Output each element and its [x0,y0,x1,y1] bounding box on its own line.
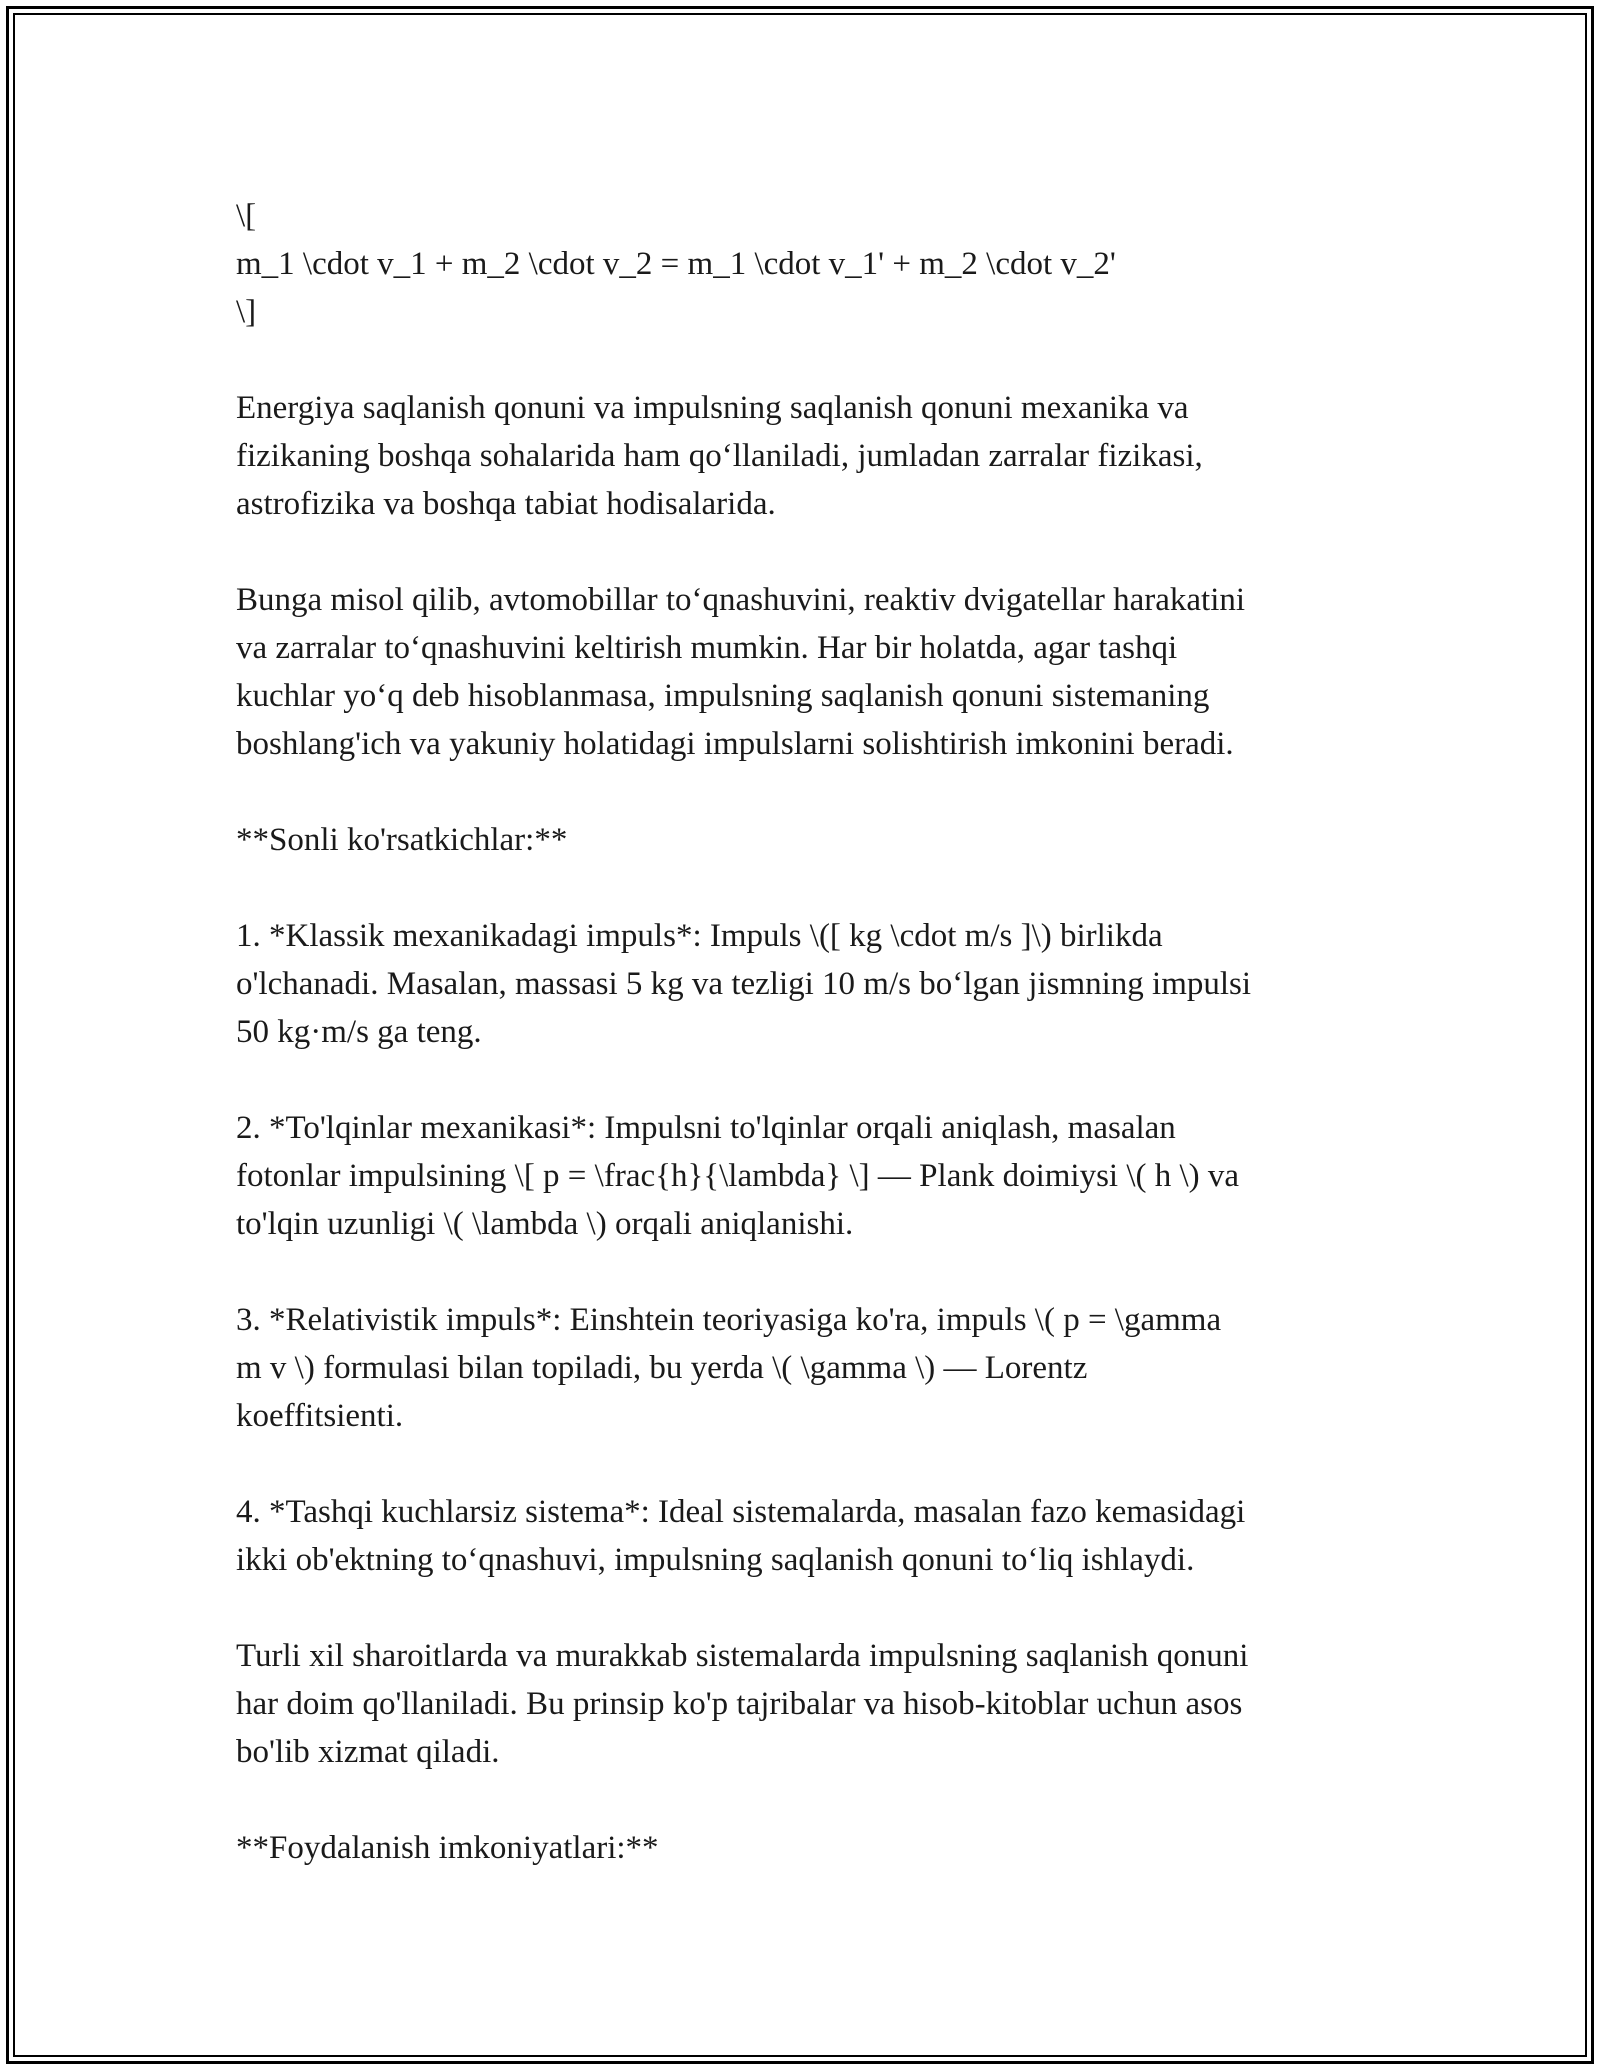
document-body [236,192,1376,1920]
equation-block [236,192,1376,336]
text-line: fotonlar impulsining \[ p = \frac{h}{\lambda} \] — Plank doimiysi \( h \) va [236,1158,1240,1194]
list-item-classical-momentum [236,912,1376,1056]
text-line: astrofizika va boshqa tabiat hodisalarida. [236,486,776,522]
text-line: har doim qo'llaniladi. Bu prinsip ko'p tajribalar va hisob-kitoblar uchun asos [236,1686,1243,1722]
text-line: 4. *Tashqi kuchlarsiz sistema*: Ideal sistemalarda, masalan fazo kemasidagi [236,1494,1246,1530]
text-line: Turli xil sharoitlarda va murakkab sistemalarda impulsning saqlanish qonuni [236,1638,1249,1674]
text-line: o'lchanadi. Masalan, massasi 5 kg va tezligi 10 m/s bo‘lgan jismning impulsi [236,966,1252,1002]
section-heading: **Sonli ko'rsatkichlar:** [236,822,568,858]
text-line: 50 kg·m/s ga teng. [236,1014,482,1050]
equation-body: m_1 \cdot v_1 + m_2 \cdot v_2 = m_1 \cdot v_1' + m_2 \cdot v_2' [236,246,1116,282]
paragraph-example [236,576,1376,768]
list-item-relativistic-momentum [236,1296,1376,1440]
text-line: ikki ob'ektning to‘qnashuvi, impulsning saqlanish qonuni to‘liq ishlaydi. [236,1542,1195,1578]
equation-close: \] [236,294,257,330]
text-line: Bunga misol qilib, avtomobillar to‘qnashuvini, reaktiv dvigatellar harakatini [236,582,1246,618]
text-line: 3. *Relativistik impuls*: Einshtein teoriyasiga ko'ra, impuls \( p = \gamma [236,1302,1222,1338]
text-line: 2. *To'lqinlar mexanikasi*: Impulsni to'lqinlar orqali aniqlash, masalan [236,1110,1176,1146]
text-line: Energiya saqlanish qonuni va impulsning saqlanish qonuni mexanika va [236,390,1189,426]
text-line: m v \) formulasi bilan topiladi, bu yerda \( \gamma \) — Lorentz [236,1350,1088,1386]
text-line: to'lqin uzunligi \( \lambda \) orqali aniqlanishi. [236,1206,854,1242]
text-line: boshlang'ich va yakuniy holatidagi impulslarni solishtirish imkonini beradi. [236,726,1234,762]
paragraph-energy [236,384,1376,528]
text-line: bo'lib xizmat qiladi. [236,1734,500,1770]
text-line: koeffitsienti. [236,1398,404,1434]
text-line: kuchlar yo‘q deb hisoblanmasa, impulsning saqlanish qonuni sistemaning [236,678,1210,714]
section-heading: **Foydalanish imkoniyatlari:** [236,1830,659,1866]
heading-usage-possibilities [236,1824,1376,1872]
list-item-isolated-system [236,1488,1376,1584]
paragraph-conclusion [236,1632,1376,1776]
heading-numeric-indicators [236,816,1376,864]
text-line: fizikaning boshqa sohalarida ham qo‘llaniladi, jumladan zarralar fizikasi, [236,438,1203,474]
equation-open: \[ [236,198,257,234]
text-line: 1. *Klassik mexanikadagi impuls*: Impuls \([ kg \cdot m/s ]\) birlikda [236,918,1163,954]
text-line: va zarralar to‘qnashuvini keltirish mumkin. Har bir holatda, agar tashqi [236,630,1178,666]
list-item-wave-mechanics [236,1104,1376,1248]
